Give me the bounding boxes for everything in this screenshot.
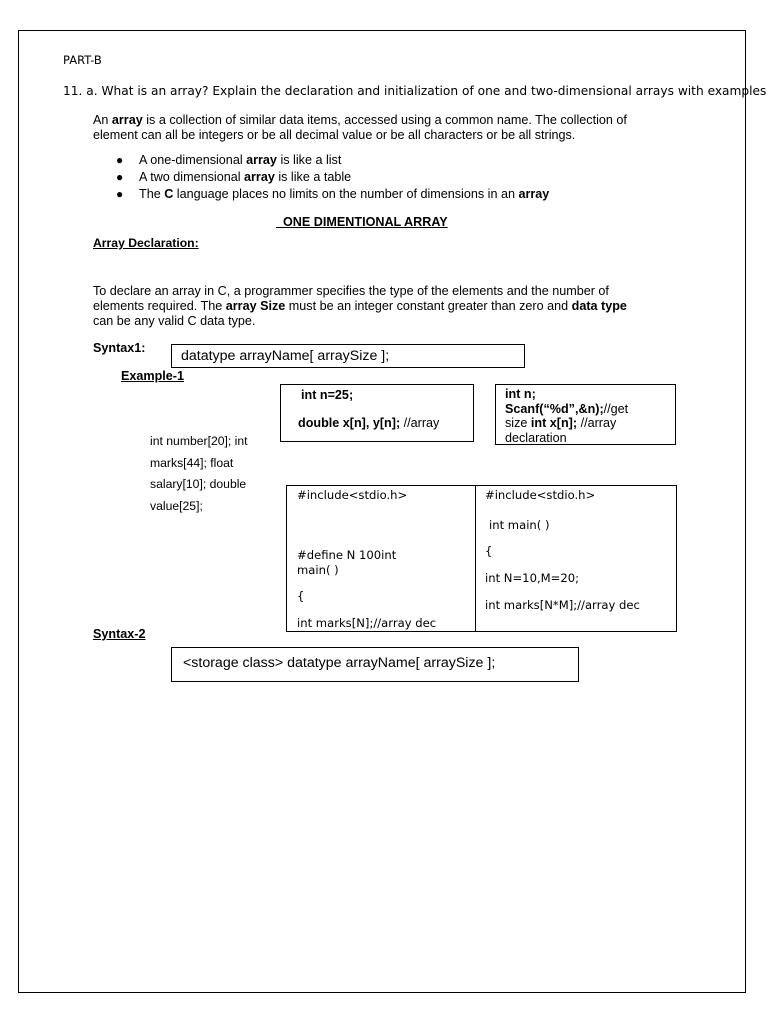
code-right-line: { [485,544,493,558]
code-left-line: main( ) [297,563,339,577]
intro-text: An [93,113,112,127]
code-right-line: int main( ) [489,518,550,532]
box-right-text: int n; Scanf(“%d”,&n);//get size int x[n]; //array declaration [505,387,629,445]
decl-line1: To declare an array in C, a programmer specifies the type of the elements and the number of [93,284,609,298]
code-table [286,485,677,632]
example-box-middle [280,384,474,442]
code-left-line: { [297,589,305,603]
bullet-dot: ● [116,153,124,167]
bullet-dot: ● [116,170,124,184]
syntax2-text: <storage class> datatype arrayName[ arraySize ]; [183,655,496,671]
box-mid-line1: int n=25; [301,388,354,402]
section-title: _ONE DIMENTIONAL ARRAY [276,215,448,229]
part-label: PART-B [63,53,102,67]
syntax2-label: Syntax-2 [93,627,146,641]
question-text: 11. a. What is an array? Explain the declaration and initialization of one and two-dimensional arrays with examples [63,84,767,98]
code-table-divider [475,486,476,631]
example1-label: Example-1 [121,369,184,383]
intro-line2: element can all be integers or be all decimal value or be all characters or be all strings. [93,128,576,142]
code-right-line: int N=10,M=20; [485,571,580,585]
intro-text: is a collection of similar data items, accessed using a common name. The collection of [142,113,627,127]
array-declaration-heading: Array Declaration: [93,236,199,250]
syntax1-text: datatype arrayName[ arraySize ]; [181,348,390,364]
code-right-line: int marks[N*M];//array dec [485,598,640,612]
decl-line3: can be any valid C data type. [93,314,256,328]
code-left-line: #include<stdio.h> [297,488,408,502]
bullet-item-3: The C language places no limits on the number of dimensions in an array [139,187,550,201]
bullet-dot: ● [116,187,124,201]
box-mid-line2: double x[n], y[n]; //array [298,416,440,430]
bullet-item-2: A two dimensional array is like a table [139,170,352,184]
syntax1-label: Syntax1: [93,341,146,355]
code-left-line: #define N 100int [297,548,397,562]
bullet-item-1: A one-dimensional array is like a list [139,153,342,167]
example-box-right [495,384,676,445]
syntax2-box [171,647,579,682]
intro-bold-term: array [111,113,143,127]
syntax1-box [171,344,525,368]
example-left-text: int number[20]; int marks[44]; float salary[10]; double value[25]; [150,434,248,513]
code-left-line: int marks[N];//array dec [297,616,437,630]
intro-paragraph [93,113,663,143]
code-right-line: #include<stdio.h> [485,488,596,502]
declaration-paragraph: To declare an array in C, a programmer specifies the type of the elements and the number of elements required. The array Size must be an integer constant greater than zero and data type can be any valid C data type. [93,284,663,329]
